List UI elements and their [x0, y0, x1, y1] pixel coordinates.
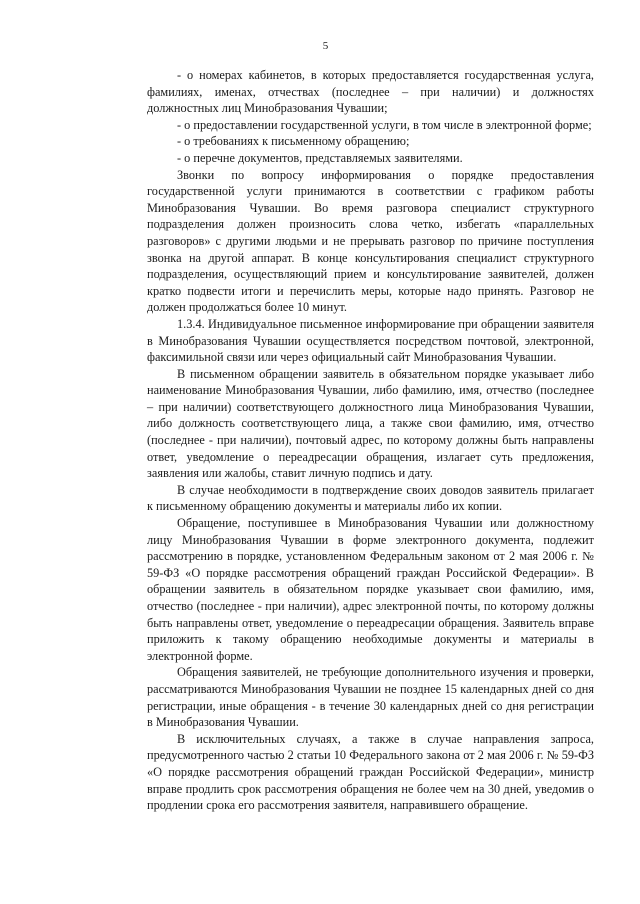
paragraph-section-1-3-4: 1.3.4. Индивидуальное письменное информирование при обращении заявителя в Минобразования Чувашии осуществляется посредством почтовой, электронной, факсимильной связи или через официальный сайт Минобразования Чувашии. — [147, 316, 594, 365]
document-body — [147, 67, 594, 814]
paragraph-phone-calls: Звонки по вопросу информирования о порядке предоставления государственной услуги принимаются в соответствии с графиком работы Минобразования Чувашии. Во время разговора специалист структурного подразделения должен произносить слова четко, избегать «параллельных разговоров» с другими людьми и не прерывать разговор по причине поступления звонка на другой аппарат. В конце консультирования специалист структурного подразделения, осуществляющий прием и консультирование заявителей, должен кратко подвести итоги и перечислить меры, которые надо принять. Разговор не должен продолжаться более 10 минут. — [147, 167, 594, 315]
paragraph-list-requirements: - о требованиях к письменному обращению; — [177, 134, 410, 149]
paragraph-list-rooms: - о номерах кабинетов, в которых предоставляется государственная услуга, фамилиях, именах, отчествах (последнее – при наличии) и должностях должностных лиц Минобразования Чувашии; — [147, 68, 594, 116]
paragraph-electronic-request: Обращение, поступившее в Минобразования Чувашии или должностному лицу Минобразования Чувашии в форме электронного документа, подлежит рассмотрению в порядке, установленном Федеральным законом от 2 мая 2006 г. № 59-ФЗ «О порядке рассмотрения обращений граждан Российской Федерации». В обращении заявитель в обязательном порядке указывает свои фамилию, имя, отчество (последнее - при наличии), адрес электронной почты, по которому должны быть направлены ответ, уведомление о переадресации обращения. Заявитель вправе приложить к такому обращению необходимые документы и материалы в электронной форме. — [147, 516, 594, 663]
paragraph-written-request: В письменном обращении заявитель в обязательном порядке указывает либо наименование Минобразования Чувашии, либо фамилию, имя, отчество (последнее – при наличии) соответствующего должностного лица Минобразования Чувашии, либо должность соответствующего лица, а также свои фамилию, имя, отчество (последнее - при наличии), почтовый адрес, по которому должны быть направлены ответ, уведомление о переадресации обращения, излагает суть предложения, заявления или жалобы, ставит личную подпись и дату. — [147, 366, 594, 481]
paragraph-extension: В исключительных случаях, а также в случае направления запроса, предусмотренного частью 2 статьи 10 Федерального закона от 2 мая 2006 г. № 59-ФЗ «О порядке рассмотрения обращений граждан Российской Федерации», министр вправе продлить срок рассмотрения обращения не более чем на 30 дней, уведомив о продлении срока его рассмотрения заявителя, направившего обращение. — [147, 731, 594, 813]
paragraph-list-documents: - о перечне документов, представляемых заявителями. — [177, 150, 463, 165]
paragraph-attachments: В случае необходимости в подтверждение своих доводов заявитель прилагает к письменному обращению документы и материалы либо их копии. — [147, 482, 594, 514]
paragraph-review-terms: Обращения заявителей, не требующие дополнительного изучения и проверки, рассматриваются Минобразования Чувашии не позднее 15 календарных дней со дня регистрации, иные обращения - в течение 30 календарных дней со дня регистрации в Минобразования Чувашии. — [147, 665, 594, 730]
paragraph-list-service: - о предоставлении государственной услуги, в том числе в электронной форме; — [177, 117, 592, 132]
page-number: 5 — [322, 40, 329, 52]
